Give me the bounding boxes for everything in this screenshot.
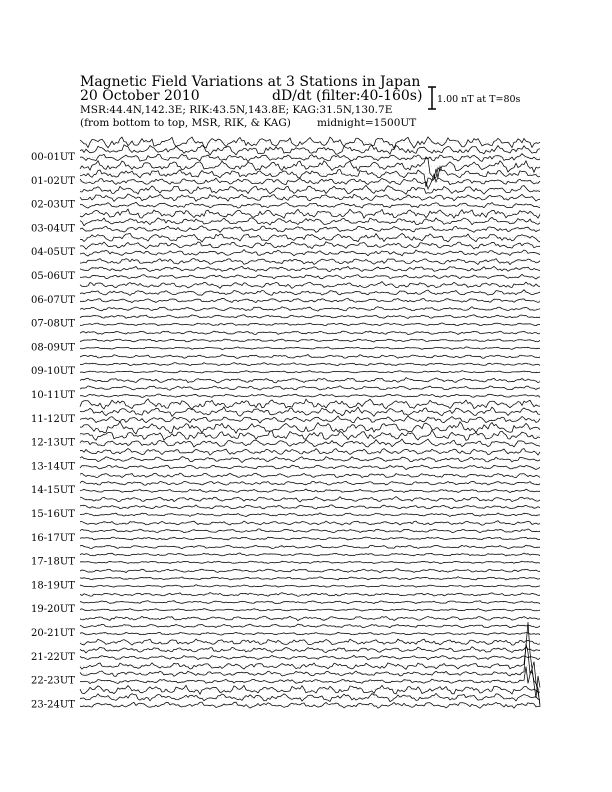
trace-msr xyxy=(80,394,540,398)
hour-label: 07-08UT xyxy=(31,318,75,330)
hour-row-16-17UT xyxy=(31,521,540,544)
trace-kag xyxy=(80,355,540,359)
hour-label: 11-12UT xyxy=(31,413,75,425)
hour-row-19-20UT xyxy=(31,593,540,616)
trace-kag xyxy=(80,616,540,621)
hour-label: 03-04UT xyxy=(31,223,75,235)
hour-label: 14-15UT xyxy=(31,485,75,497)
hour-label: 21-22UT xyxy=(31,651,75,663)
trace-msr xyxy=(80,274,540,279)
hour-label: 18-19UT xyxy=(31,580,75,592)
hour-row-18-19UT xyxy=(31,569,540,592)
hour-label: 19-20UT xyxy=(31,604,75,616)
hour-label: 02-03UT xyxy=(31,199,75,211)
trace-msr xyxy=(80,250,540,256)
chart-title: Magnetic Field Variations at 3 Stations in Japan xyxy=(80,74,421,90)
hour-label: 22-23UT xyxy=(31,675,75,687)
hour-label: 16-17UT xyxy=(31,532,75,544)
trace-msr xyxy=(80,609,540,612)
trace-kag xyxy=(80,307,540,311)
hour-row-17-18UT xyxy=(31,545,540,567)
chart-date: 20 October 2010 xyxy=(80,88,200,104)
hour-row-23-24UT xyxy=(31,685,540,710)
trace-msr xyxy=(80,632,540,635)
trace-rik xyxy=(80,363,540,366)
trace-kag xyxy=(80,545,540,549)
hour-row-12-13UT xyxy=(31,422,540,449)
hour-row-10-11UT xyxy=(31,378,540,401)
hour-label: 00-01UT xyxy=(31,152,75,163)
scale-bar xyxy=(428,87,521,109)
hour-row-03-04UT xyxy=(31,209,540,234)
hour-label: 09-10UT xyxy=(31,366,75,378)
scale-bar-label: 1.00 nT at T=80s xyxy=(437,94,521,105)
hour-row-01-02UT xyxy=(31,157,540,189)
trace-rik xyxy=(80,430,540,440)
hour-row-11-12UT xyxy=(31,399,540,425)
trace-rik xyxy=(80,167,540,187)
trace-msr xyxy=(80,513,540,517)
hour-row-00-01UT xyxy=(31,137,540,163)
hour-label: 13-14UT xyxy=(31,461,75,473)
hour-label: 15-16UT xyxy=(31,509,75,520)
hour-row-07-08UT xyxy=(31,307,540,330)
hour-label: 08-09UT xyxy=(31,342,75,354)
hour-label: 17-18UT xyxy=(31,556,75,568)
hour-row-05-06UT xyxy=(31,259,540,283)
hour-row-13-14UT xyxy=(31,449,540,473)
trace-msr xyxy=(80,561,540,563)
hour-label: 10-11UT xyxy=(31,390,75,401)
hour-label: 06-07UT xyxy=(31,294,75,306)
trace-msr xyxy=(80,371,540,373)
hour-label: 20-21UT xyxy=(31,628,75,639)
trace-msr xyxy=(80,489,540,493)
hour-label: 05-06UT xyxy=(31,271,75,282)
hour-row-20-21UT xyxy=(31,616,540,639)
trace-kag xyxy=(80,157,540,179)
station-order-note: (from bottom to top, MSR, RIK, & KAG) xyxy=(80,117,291,129)
hour-row-21-22UT xyxy=(31,639,540,663)
station-coordinates: MSR:44.4N,142.3E; RIK:43.5N,143.8E; KAG:31.5N,130.7E xyxy=(80,104,393,116)
hour-label: 01-02UT xyxy=(31,175,75,187)
trace-rik xyxy=(80,553,540,556)
hour-row-22-23UT xyxy=(31,622,540,707)
hour-label: 12-13UT xyxy=(31,437,75,449)
trace-rik xyxy=(80,529,540,533)
trace-kag xyxy=(80,497,540,502)
hour-row-02-03UT xyxy=(31,185,540,210)
hour-label: 23-24UT xyxy=(31,699,75,711)
hour-row-04-05UT xyxy=(31,233,540,258)
trace-rik xyxy=(80,242,540,249)
hour-row-15-16UT xyxy=(31,497,540,520)
hour-row-14-15UT xyxy=(31,473,540,496)
hour-row-09-10UT xyxy=(31,355,540,378)
chart-quantity: dD/dt (filter:40-160s) xyxy=(272,88,423,104)
hour-row-06-07UT xyxy=(31,282,540,306)
trace-rik xyxy=(80,457,540,463)
hour-label: 04-05UT xyxy=(31,247,75,259)
hour-row-08-09UT xyxy=(31,331,540,353)
hour-rows xyxy=(31,137,540,711)
midnight-note: midnight=1500UT xyxy=(317,117,417,129)
